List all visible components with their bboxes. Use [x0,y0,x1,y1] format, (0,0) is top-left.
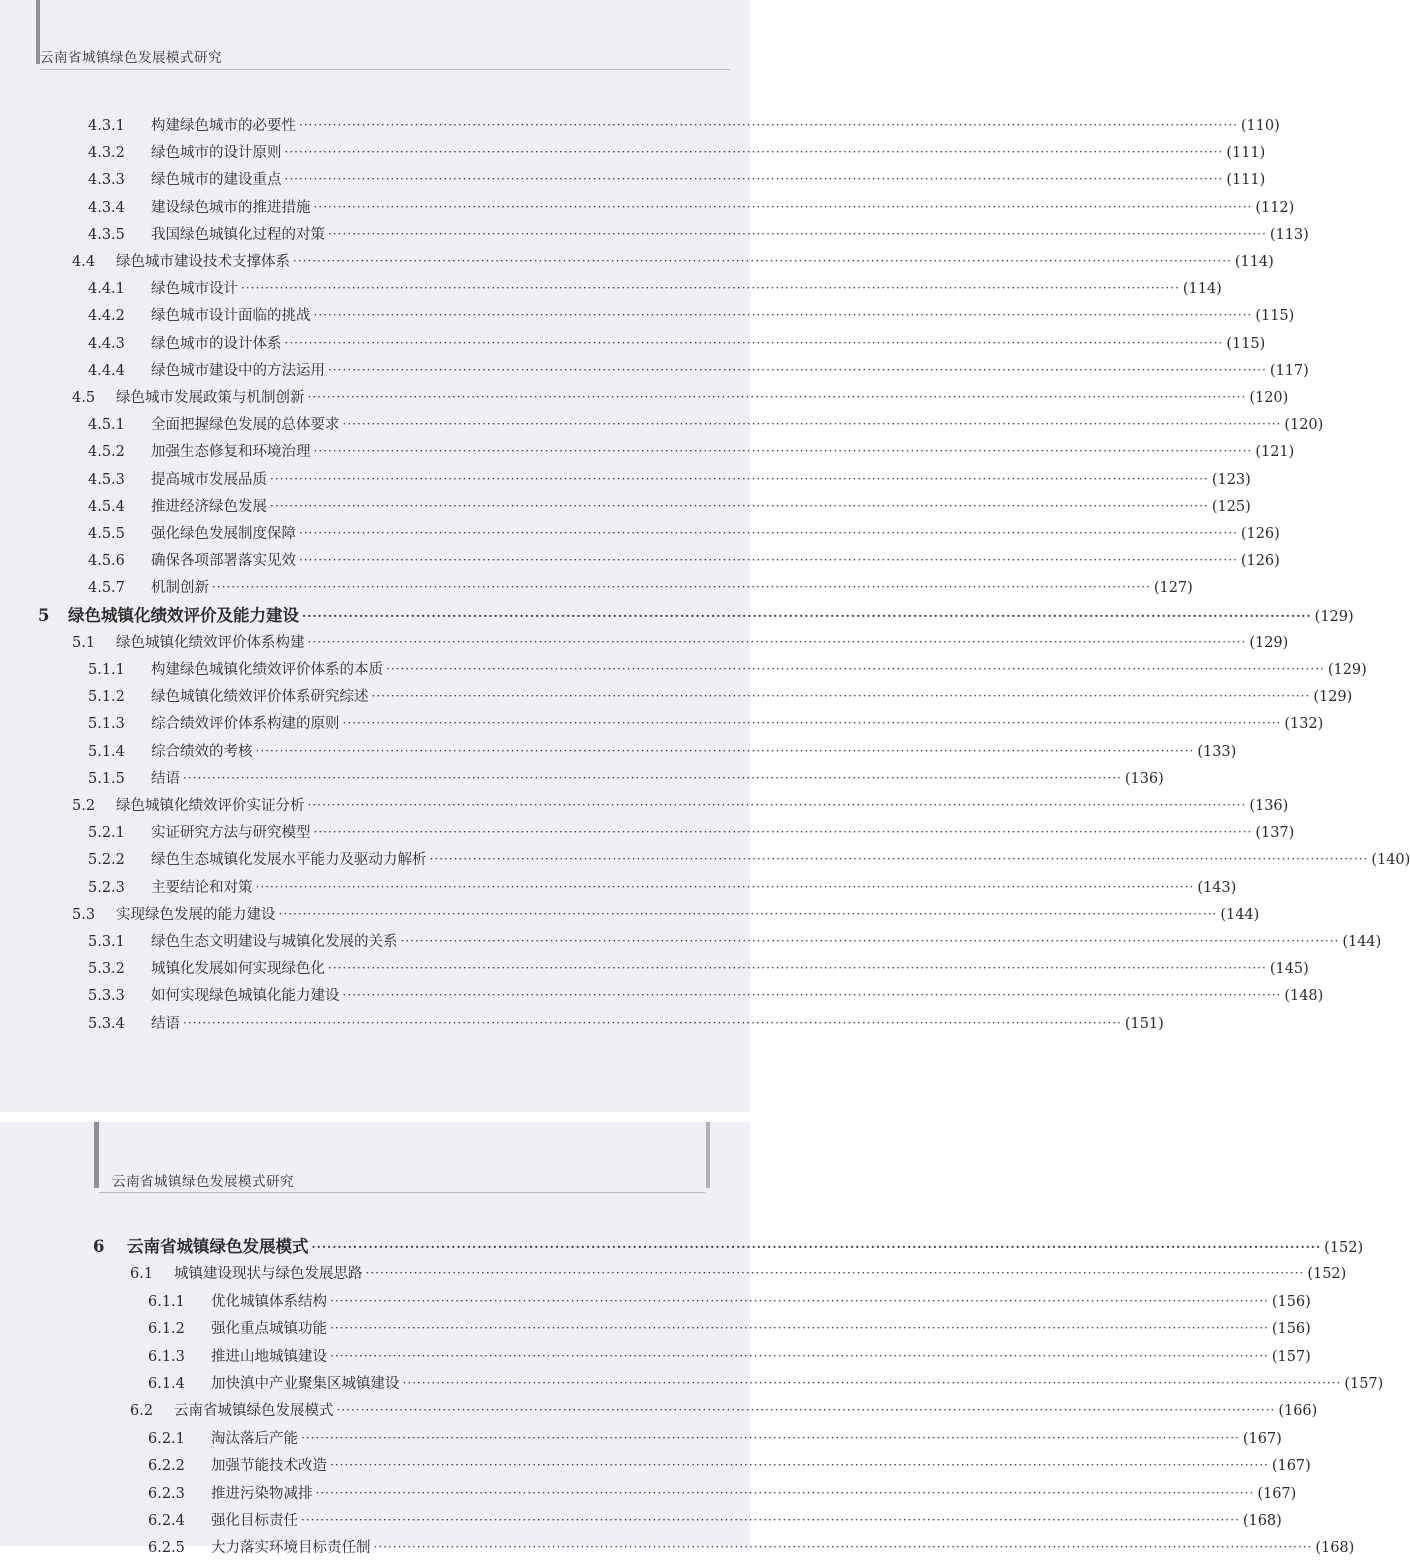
toc-subsection-entry [88,847,1410,873]
running-header: 云南省城镇绿色发展模式研究 [40,50,222,66]
toc-leader-dots [343,982,1282,1008]
toc-leader-dots [183,765,1122,791]
toc-page-number: (120) [1284,417,1324,434]
toc-entry-number: 5.3.1 [88,934,125,950]
toc-subsection-entry [88,276,1222,302]
toc-entry-title: 我国绿色城镇化过程的对策 [151,226,325,243]
toc-page-number: (129) [1249,634,1289,651]
toc-page-number: (129) [1313,689,1353,706]
toc-page-number: (127) [1153,580,1193,597]
toc-entry-number: 5.2.1 [88,825,125,842]
toc-leader-dots [430,846,1369,872]
toc-subsection-entry [88,140,1266,166]
toc-leader-dots [301,1425,1240,1451]
toc-page-number: (157) [1271,1348,1311,1365]
toc-leader-dots [299,112,1238,138]
toc-page-number: (117) [1269,362,1309,379]
toc-subsection-entry [88,439,1295,465]
toc-leader-dots [285,330,1224,356]
toc-page-number: (151) [1124,1015,1164,1032]
toc-entry-number: 5.2 [72,798,96,814]
toc-leader-dots [256,738,1195,764]
toc-entry-title: 推进山地城镇建设 [211,1348,327,1365]
toc-page-number: (121) [1255,444,1295,461]
toc-entry-title: 优化城镇体系结构 [211,1293,327,1310]
toc-page-2 [0,1122,1384,1557]
toc-entry-number: 5.2.3 [88,879,125,896]
toc-entry-number: 5.3.3 [88,988,125,1005]
toc-page-number: (152) [1307,1266,1347,1283]
toc-leader-dots [330,1315,1269,1341]
toc-entry-title: 城镇化发展如何实现绿色化 [151,961,325,978]
toc-entry-title: 确保各项部署落实见效 [151,553,296,570]
toc-entry-title: 城镇建设现状与绿色发展思路 [174,1266,363,1283]
toc-leader-dots [241,275,1180,301]
toc-leader-dots [285,166,1224,192]
toc-entry-title: 推进污染物减排 [211,1485,313,1502]
toc-entry-title: 绿色城市的建设重点 [151,172,282,189]
toc-entry-number: 6.2 [130,1403,154,1420]
toc-page-number: (167) [1257,1485,1297,1502]
toc-entry-number: 6 [93,1237,105,1256]
toc-leader-dots [330,1288,1269,1314]
toc-entry-title: 实证研究方法与研究模型 [151,825,311,842]
toc-entry-title: 绿色城市发展政策与机制创新 [116,390,305,406]
toc-leader-dots [337,1397,1276,1423]
toc-entry-number: 6.1.2 [148,1321,185,1338]
toc-subsection-entry [88,1011,1164,1037]
toc-page-number: (114) [1182,281,1222,298]
toc-entry-number: 4.3.5 [88,226,125,243]
toc-page-number: (125) [1211,498,1251,515]
toc-entry-title: 云南省城镇绿色发展模式 [174,1403,334,1420]
toc-page-number: (168) [1242,1513,1282,1529]
toc-entry-title: 绿色城市建设技术支撑体系 [116,254,290,270]
toc-page-number: (143) [1197,879,1237,896]
toc-page-number: (168) [1315,1540,1355,1557]
toc-page-number: (115) [1226,335,1266,352]
toc-leader-dots [330,1452,1269,1478]
toc-entry-title: 淘汰落后产能 [211,1430,298,1447]
toc-page-number: (123) [1211,471,1251,488]
toc-page-number: (129) [1314,608,1354,625]
toc-page-number: (129) [1327,662,1367,678]
toc-leader-dots [328,221,1267,247]
toc-chapter-entry [93,1234,1364,1260]
toc-entry-number: 4.3.2 [88,145,125,162]
toc-entry-title: 结语 [151,1015,180,1032]
toc-entry-number: 4.3.3 [88,172,125,189]
toc-entry-number: 4.5.3 [88,471,125,488]
toc-subsection-entry [88,956,1309,982]
toc-entry-number: 4.3.4 [88,199,125,216]
toc-leader-dots [386,656,1325,682]
toc-page-number: (113) [1269,226,1309,243]
toc-entry-number: 4.4.2 [88,308,125,325]
toc-entry-number: 6.2.4 [148,1513,185,1529]
toc-page-number: (167) [1271,1458,1311,1475]
toc-leader-dots [212,574,1151,600]
toc-subsection-entry [148,1508,1282,1534]
toc-page-number: (145) [1269,961,1309,978]
toc-subsection-entry [88,766,1164,792]
toc-subsection-entry [88,412,1324,438]
toc-entry-number: 6.2.5 [148,1540,185,1557]
toc-entry-title: 全面把握绿色发展的总体要求 [151,417,340,434]
toc-subsection-entry [148,1426,1282,1452]
toc-subsection-entry [88,222,1309,248]
toc-page-number: (144) [1342,934,1382,950]
toc-entry-title: 构建绿色城镇化绩效评价体系的本质 [151,662,383,678]
toc-entry-number: 5.1.1 [88,662,125,678]
toc-entry-title: 综合绩效评价体系构建的原则 [151,716,340,733]
toc-leader-dots [301,1507,1240,1533]
toc-page-number: (111) [1226,172,1266,189]
toc-entry-title: 绿色城镇化绩效评价体系构建 [116,634,305,651]
toc-entry-number: 6.2.1 [148,1430,185,1447]
toc-entry-number: 4.4.4 [88,362,125,379]
toc-entry-title: 绿色城市设计面临的挑战 [151,308,311,325]
toc-entry-number: 5.3.4 [88,1015,125,1032]
toc-page-number: (136) [1249,798,1289,814]
toc-subsection-entry [88,167,1266,193]
toc-entry-number: 4.4 [72,254,96,270]
toc-page-number: (156) [1271,1321,1311,1338]
toc-leader-dots [314,302,1253,328]
toc-leader-dots [308,384,1247,410]
toc-subsection-entry [148,1453,1311,1479]
toc-subsection-entry [88,711,1324,737]
toc-section-entry [72,630,1289,656]
toc-entry-number: 5.3 [72,906,96,923]
toc-entry-number: 6.1.3 [148,1348,185,1365]
toc-entry-title: 强化绿色发展制度保障 [151,526,296,542]
toc-leader-dots [328,357,1267,383]
toc-subsection-entry [148,1371,1384,1397]
toc-entry-title: 绿色城镇化绩效评价实证分析 [116,798,305,814]
toc-entry-number: 6.1 [130,1266,154,1283]
toc-leader-dots [270,466,1209,492]
toc-chapter-entry [38,603,1354,629]
toc-page-number: (126) [1240,553,1280,570]
toc-leader-dots [314,438,1253,464]
toc-leader-dots [279,901,1218,927]
toc-page-number: (152) [1324,1240,1364,1256]
toc-subsection-entry [148,1535,1355,1561]
toc-page-number: (167) [1242,1430,1282,1447]
toc-entry-number: 6.2.2 [148,1458,185,1475]
toc-subsection-entry [88,548,1280,574]
toc-subsection-entry [148,1344,1311,1370]
toc-subsection-entry [88,494,1251,520]
toc-entry-number: 4.5.7 [88,580,125,597]
toc-entry-title: 建设绿色城市的推进措施 [151,199,311,216]
toc-entry-title: 绿色城市设计 [151,281,238,298]
toc-entry-number: 5.1 [72,634,96,651]
toc-section-entry [72,249,1274,275]
toc-leader-dots [308,792,1247,818]
toc-page-number: (140) [1371,852,1410,869]
toc-entry-number: 4.3.1 [88,118,125,134]
toc-leader-dots [343,710,1282,736]
toc-page-number: (132) [1284,716,1324,733]
toc-leader-dots [302,603,1312,629]
running-header: 云南省城镇绿色发展模式研究 [112,1174,294,1190]
toc-entry-number: 4.5.1 [88,417,125,434]
toc-page-number: (111) [1226,145,1266,162]
toc-leader-dots [299,547,1238,573]
toc-entry-title: 绿色生态文明建设与城镇化发展的关系 [151,934,398,950]
toc-page-number: (148) [1284,988,1324,1005]
toc-leader-dots [372,683,1311,709]
toc-entry-number: 6.1.1 [148,1293,185,1310]
toc-subsection-entry [88,983,1324,1009]
toc-entry-title: 绿色城市的设计体系 [151,335,282,352]
toc-subsection-entry [88,575,1193,601]
toc-entry-number: 4.5.4 [88,498,125,515]
toc-entry-number: 4.5 [72,390,96,406]
toc-subsection-entry [88,929,1382,955]
toc-entry-title: 如何实现绿色城镇化能力建设 [151,988,340,1005]
toc-page-number: (110) [1240,118,1280,134]
header-bar [94,1122,99,1188]
toc-entry-title: 加强生态修复和环境治理 [151,444,311,461]
toc-entry-number: 4.5.2 [88,444,125,461]
toc-entry-number: 5.2.2 [88,852,125,869]
toc-entry-title: 主要结论和对策 [151,879,253,896]
toc-entry-title: 绿色城市的设计原则 [151,145,282,162]
toc-entry-number: 6.2.3 [148,1485,185,1502]
toc-leader-dots [374,1534,1313,1560]
toc-subsection-entry [88,303,1295,329]
toc-page-number: (136) [1124,770,1164,787]
toc-subsection-entry [88,820,1295,846]
toc-leader-dots [270,493,1209,519]
toc-subsection-entry [148,1481,1297,1507]
toc-subsection-entry [88,467,1251,493]
toc-section-entry [130,1261,1347,1287]
header-rule [40,69,730,70]
toc-leader-dots [183,1010,1122,1036]
toc-entry-number: 5.1.5 [88,770,125,787]
toc-leader-dots [256,874,1195,900]
toc-leader-dots [366,1260,1305,1286]
toc-entry-title: 实现绿色发展的能力建设 [116,906,276,923]
toc-leader-dots [343,411,1282,437]
toc-leader-dots [299,520,1238,546]
toc-leader-dots [403,1370,1342,1396]
toc-page-number: (120) [1249,390,1289,406]
toc-subsection-entry [88,875,1237,901]
toc-entry-title: 绿色城镇化绩效评价体系研究综述 [151,689,369,706]
toc-page-number: (144) [1220,906,1260,923]
toc-section-entry [130,1398,1318,1424]
toc-subsection-entry [88,358,1309,384]
toc-page-number: (114) [1234,254,1274,270]
toc-subsection-entry [148,1316,1311,1342]
toc-subsection-entry [88,657,1367,683]
toc-entry-number: 4.5.5 [88,526,125,542]
toc-subsection-entry [88,684,1353,710]
toc-leader-dots [316,1480,1255,1506]
toc-entry-title: 大力落实环境目标责任制 [211,1540,371,1557]
toc-entry-number: 4.4.1 [88,281,125,298]
toc-entry-number: 5.1.3 [88,716,125,733]
toc-leader-dots [308,629,1247,655]
toc-leader-dots [314,194,1253,220]
toc-subsection-entry [88,521,1280,547]
toc-entry-number: 5.1.2 [88,689,125,706]
toc-entry-title: 加快滇中产业聚集区城镇建设 [211,1376,400,1392]
toc-entry-title: 加强节能技术改造 [211,1458,327,1475]
toc-entry-title: 结语 [151,770,180,787]
toc-entry-title: 推进经济绿色发展 [151,498,267,515]
toc-subsection-entry [88,331,1266,357]
toc-page-number: (156) [1271,1293,1311,1310]
toc-page-number: (115) [1255,308,1295,325]
toc-entry-title: 机制创新 [151,580,209,597]
toc-section-entry [72,902,1260,928]
toc-leader-dots [314,819,1253,845]
toc-entry-number: 6.1.4 [148,1376,185,1392]
toc-subsection-entry [88,195,1295,221]
toc-leader-dots [312,1234,1322,1260]
toc-page-number: (157) [1344,1376,1384,1392]
toc-entry-title: 提高城市发展品质 [151,471,267,488]
toc-entry-title: 云南省城镇绿色发展模式 [127,1237,309,1256]
toc-entry-number: 5 [38,605,50,625]
toc-entry-title: 强化重点城镇功能 [211,1321,327,1338]
toc-entry-title: 综合绩效的考核 [151,743,253,760]
toc-leader-dots [285,139,1224,165]
toc-page-number: (137) [1255,825,1295,842]
header-rule [99,1192,705,1193]
header-bar-right [706,1122,710,1188]
toc-entry-number: 4.5.6 [88,553,125,570]
toc-subsection-entry [148,1289,1311,1315]
toc-leader-dots [401,928,1340,954]
toc-section-entry [72,385,1289,411]
toc-leader-dots [293,248,1232,274]
toc-entry-title: 绿色城市建设中的方法运用 [151,362,325,379]
toc-entry-number: 4.4.3 [88,335,125,352]
toc-entry-title: 构建绿色城市的必要性 [151,118,296,134]
toc-subsection-entry [88,113,1280,139]
toc-page-number: (133) [1197,743,1237,760]
toc-entry-title: 绿色城镇化绩效评价及能力建设 [68,605,299,625]
toc-leader-dots [330,1343,1269,1369]
toc-leader-dots [328,955,1267,981]
toc-section-entry [72,793,1289,819]
toc-page-number: (126) [1240,526,1280,542]
toc-page-number: (166) [1278,1403,1318,1420]
toc-page-number: (112) [1255,199,1295,216]
toc-entry-number: 5.3.2 [88,961,125,978]
toc-entry-title: 强化目标责任 [211,1513,298,1529]
toc-entry-number: 5.1.4 [88,743,125,760]
toc-subsection-entry [88,739,1237,765]
toc-entry-title: 绿色生态城镇化发展水平能力及驱动力解析 [151,852,427,869]
